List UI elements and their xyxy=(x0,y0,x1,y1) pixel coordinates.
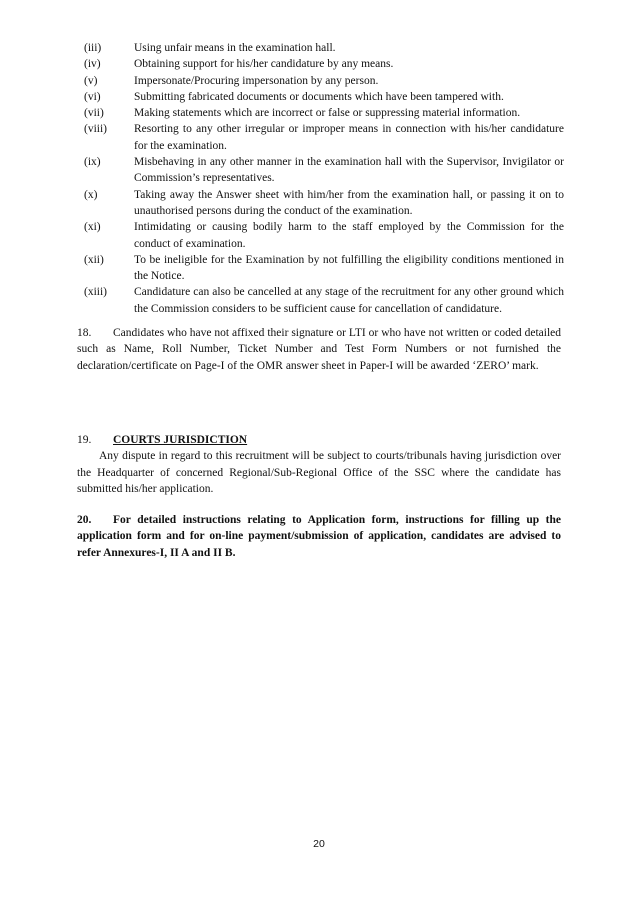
list-item-number: (xiii) xyxy=(84,286,107,299)
list-item xyxy=(84,219,564,252)
page-number: 20 xyxy=(313,838,325,850)
list-item-number: (ix) xyxy=(84,156,101,169)
list-item xyxy=(84,252,564,285)
paragraph-18 xyxy=(77,325,561,374)
list-item-number: (vi) xyxy=(84,90,101,103)
section-heading: COURTS JURISDICTION xyxy=(113,434,248,446)
list-item-number: (xii) xyxy=(84,253,104,266)
list-item xyxy=(84,56,564,72)
list-item-text: Taking away the Answer sheet with him/her from the examination hall, or passing it on to unauthorised persons during the conduct of the examination. xyxy=(134,188,564,217)
list-item xyxy=(84,105,564,121)
list-item-text: Making statements which are incorrect or false or suppressing material information. xyxy=(134,107,521,120)
paragraph-text: Candidates who have not affixed their signature or LTI or who have not written or coded detailed such as Name, Roll Number, Ticket Number and Test Form Numbers or not furnished the declaration/certificate on Page-I of the OMR answer sheet in Paper-I will be awarded ‘ZERO’ mark. xyxy=(77,327,561,372)
list-item-number: (iii) xyxy=(84,42,102,54)
misconduct-list xyxy=(84,40,564,317)
list-item xyxy=(84,89,564,105)
list-item-text: Resorting to any other irregular or improper means in connection with his/her candidature for the examination. xyxy=(134,123,564,152)
paragraph-text: Any dispute in regard to this recruitment will be subject to courts/tribunals having jurisdiction over the Headquarter of concerned Regional/Sub-Regional Office of the SSC where the candidate has submitted his/her application. xyxy=(77,450,561,495)
paragraph-number: 18. xyxy=(77,327,92,339)
list-item xyxy=(84,187,564,220)
list-item-text: Using unfair means in the examination hall. xyxy=(134,42,336,54)
list-item-number: (viii) xyxy=(84,123,107,136)
list-item-text: Obtaining support for his/her candidature by any means. xyxy=(134,58,394,71)
list-item-text: Intimidating or causing bodily harm to the staff employed by the Commission for the conduct of examination. xyxy=(134,221,564,250)
list-item-text: To be ineligible for the Examination by not fulfilling the eligibility conditions mentioned in the Notice. xyxy=(134,253,564,283)
list-item-text: Candidature can also be cancelled at any stage of the recruitment for any other ground which the Commission considers to be sufficient cause for cancellation of candidature. xyxy=(134,286,564,315)
list-item-number: (vii) xyxy=(84,107,104,120)
list-item xyxy=(84,40,564,56)
list-item xyxy=(84,284,564,317)
list-item-text: Submitting fabricated documents or documents which have been tampered with. xyxy=(134,90,504,103)
list-item-text: Misbehaving in any other manner in the examination hall with the Supervisor, Invigilator or Commission’s representatives. xyxy=(134,156,564,185)
list-item-number: (iv) xyxy=(84,58,101,71)
list-item-number: (xi) xyxy=(84,221,101,234)
paragraph-20 xyxy=(77,512,561,561)
paragraph-text: For detailed instructions relating to Application form, instructions for filling up the application form and for on-line payment/submission of application, candidates are advised to refer Annexures-I, II A and II B. xyxy=(77,514,561,559)
list-item xyxy=(84,154,564,187)
list-item xyxy=(84,121,564,154)
list-item-number: (v) xyxy=(84,74,98,87)
list-item xyxy=(84,73,564,89)
list-item-number: (x) xyxy=(84,188,98,201)
list-item-text: Impersonate/Procuring impersonation by any person. xyxy=(134,74,379,87)
paragraph-19 xyxy=(77,432,561,497)
paragraph-number: 19. xyxy=(77,434,92,446)
paragraph-number: 20. xyxy=(77,514,92,526)
